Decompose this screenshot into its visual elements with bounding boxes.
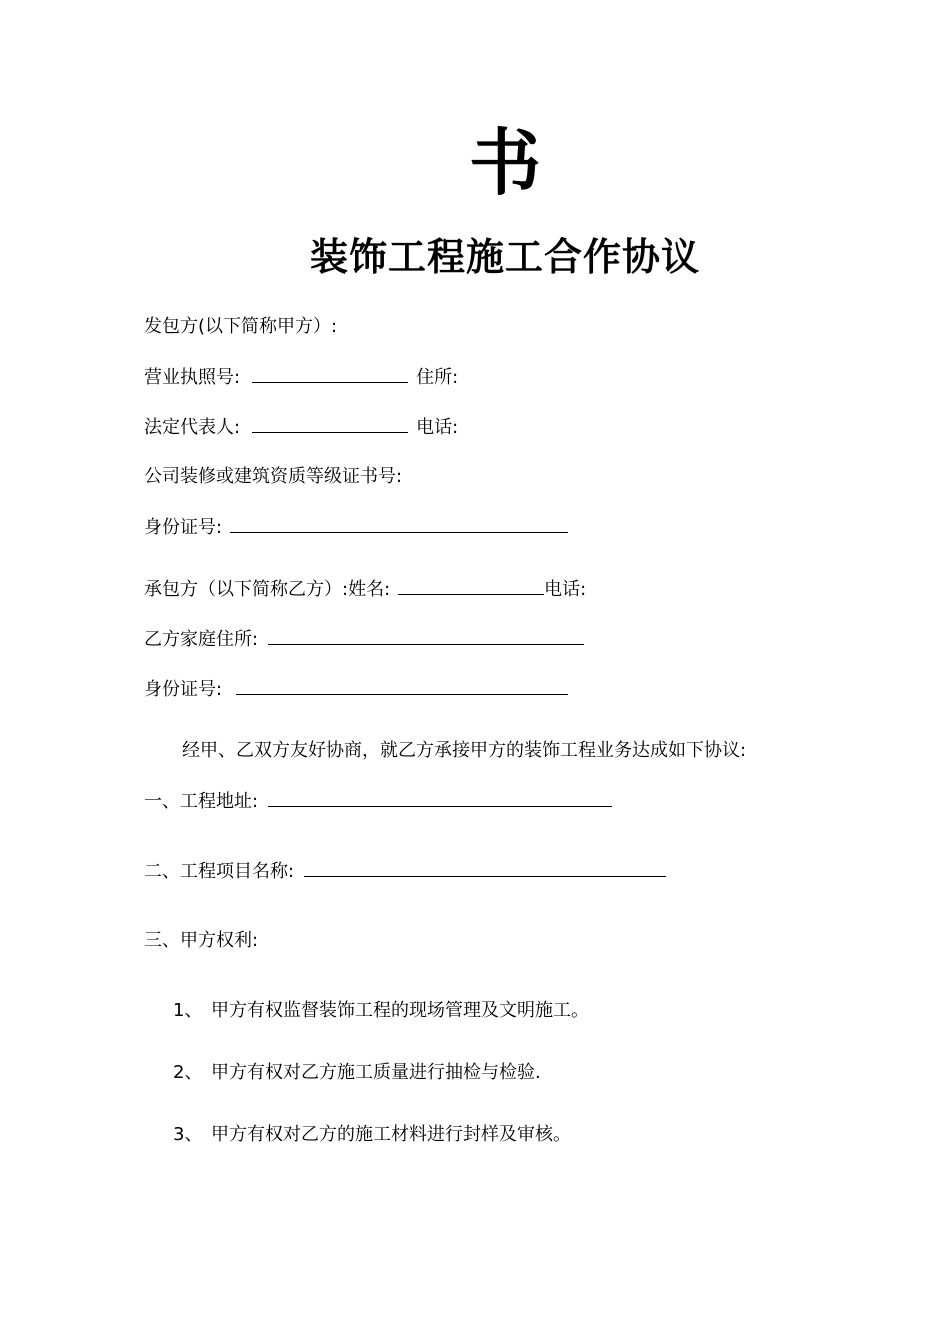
party-a-intro-line [144,314,337,340]
section-3-label: 三、甲方权利: [144,930,259,951]
section-2-label: 二、工程项目名称: [144,861,295,882]
legal-rep-label: 法定代表人: [144,417,241,438]
heading-character: 书 [468,120,541,205]
list-item [173,1060,541,1086]
id-line-a [144,514,568,541]
section-3-line [144,928,258,954]
list-item-text: 甲方有权对乙方施工质量进行抽检与检验. [211,1062,541,1083]
phone-label-a: 电话: [416,417,459,438]
list-item-number: 2、 [173,1062,203,1083]
legal-rep-line [144,414,458,441]
home-address-label: 乙方家庭住所: [144,629,259,650]
preamble: 经甲、乙双方友好协商，就乙方承接甲方的装饰工程业务达成如下协议: [182,740,747,761]
phone-label-b: 电话: [544,579,587,600]
section-2-line [144,858,666,885]
license-blank[interactable] [252,364,408,383]
party-b-line [144,576,586,603]
party-a-intro: 发包方(以下简称甲方）: [144,316,338,337]
document-title: 装饰工程施工合作协议 [309,235,700,279]
list-item [173,998,589,1024]
list-item-number: 1、 [173,1000,203,1021]
id-blank-b[interactable] [236,676,568,695]
home-address-blank[interactable] [268,626,584,645]
id-label-a: 身份证号: [144,517,223,538]
qualification-line [144,464,402,490]
project-address-blank[interactable] [268,788,612,807]
license-label: 营业执照号: [144,367,241,388]
list-item-text: 甲方有权监督装饰工程的现场管理及文明施工。 [211,1000,589,1021]
party-b-intro: 承包方（以下简称乙方）:姓名: [144,579,391,600]
section-1-label: 一、工程地址: [144,791,259,812]
project-name-blank[interactable] [304,858,666,877]
list-item-text: 甲方有权对乙方的施工材料进行封样及审核。 [211,1124,571,1145]
address-label: 住所: [416,367,459,388]
list-item-number: 3、 [173,1124,203,1145]
section-1-line [144,788,612,815]
id-label-b: 身份证号: [144,679,223,700]
qualification-label: 公司装修或建筑资质等级证书号: [144,466,403,487]
license-line [144,364,458,391]
id-blank-a[interactable] [230,514,568,533]
party-b-name-blank[interactable] [398,576,544,595]
legal-rep-blank[interactable] [252,414,408,433]
list-item [173,1122,571,1148]
id-line-b [144,676,568,703]
home-address-line [144,626,584,653]
